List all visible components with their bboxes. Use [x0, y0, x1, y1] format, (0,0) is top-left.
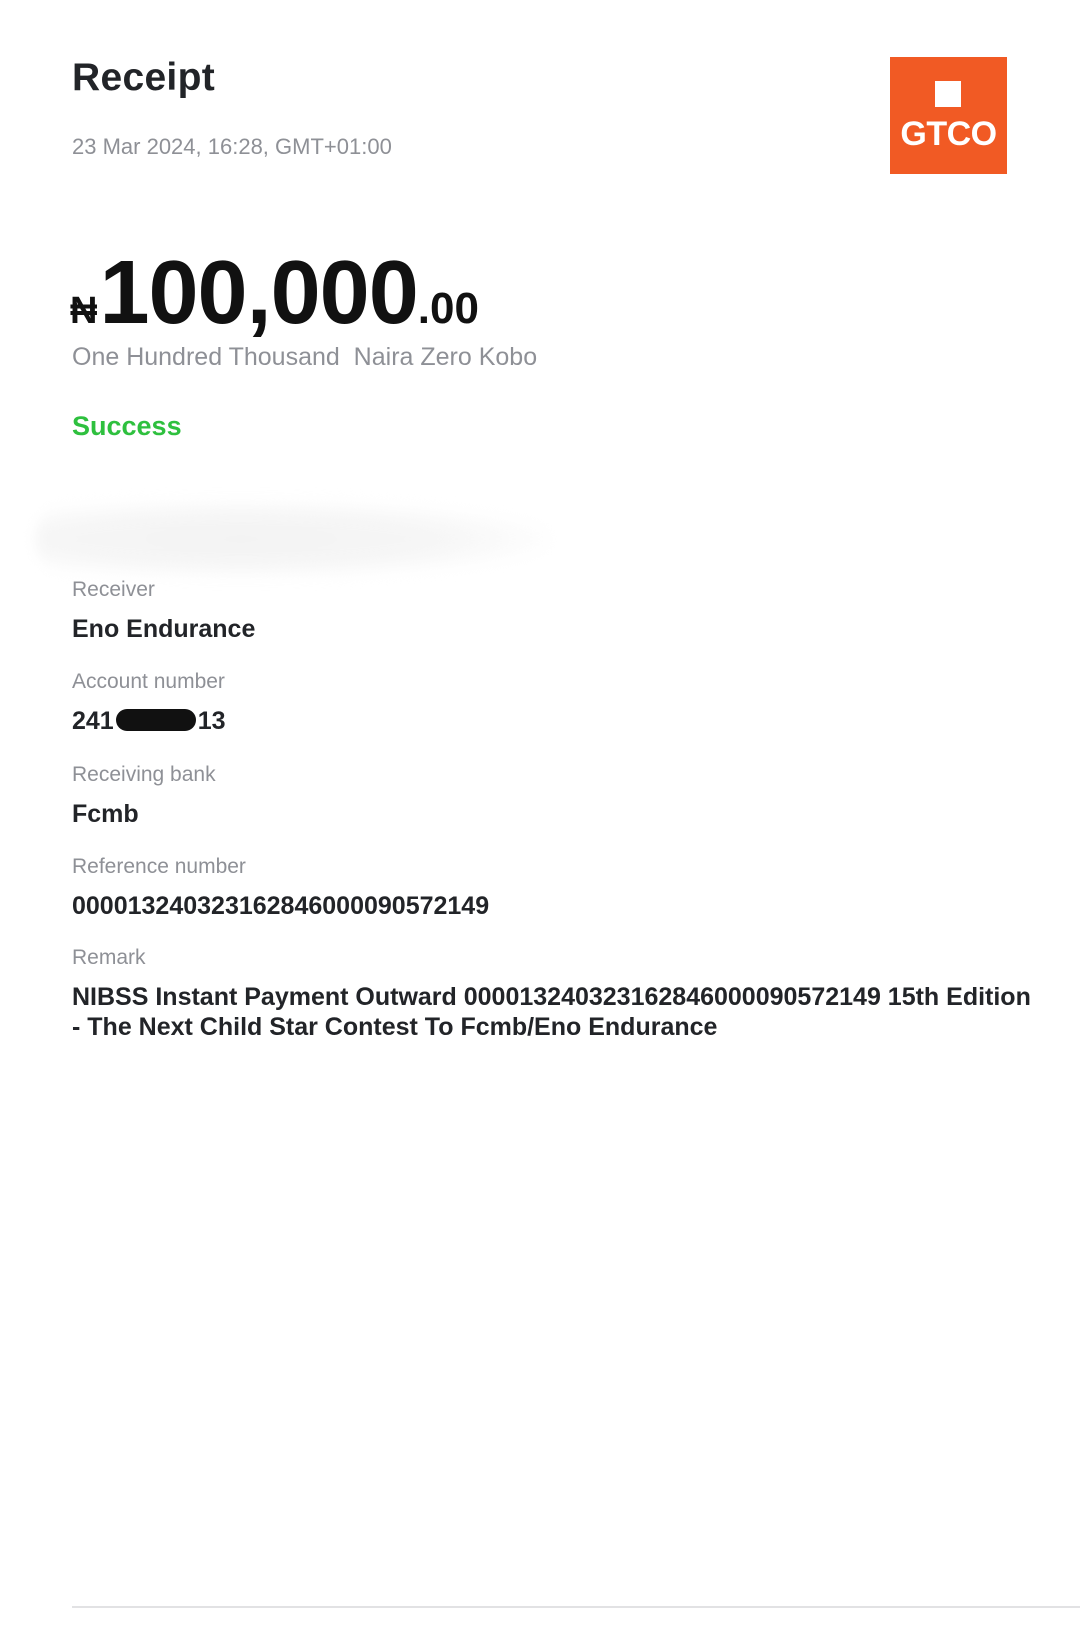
- account-number-suffix: 13: [197, 707, 226, 735]
- amount-in-words: One Hundred Thousand Naira Zero Kobo: [72, 343, 538, 371]
- receiver-value: Eno Endurance: [72, 615, 256, 643]
- receiving-bank-label: Receiving bank: [72, 763, 216, 786]
- reference-number-field: [72, 855, 1032, 921]
- transaction-amount: [70, 242, 479, 345]
- status-badge: Success: [72, 411, 182, 441]
- gtco-logo: [890, 57, 1007, 174]
- logo-square-icon: [935, 81, 961, 107]
- bottom-divider: [72, 1606, 1080, 1608]
- reference-number-label: Reference number: [72, 855, 246, 878]
- receiver-label: Receiver: [72, 578, 155, 601]
- naira-currency-icon: ₦: [70, 290, 98, 332]
- transaction-timestamp: 23 Mar 2024, 16:28, GMT+01:00: [72, 134, 392, 159]
- amount-fraction: .00: [417, 284, 479, 333]
- receiving-bank-field: [72, 763, 1032, 829]
- redaction-mark: [116, 709, 196, 731]
- account-number-field: [72, 670, 1032, 736]
- page-title: Receipt: [72, 56, 215, 99]
- remark-field: [72, 946, 1032, 1042]
- receiving-bank-value: Fcmb: [72, 800, 139, 828]
- account-number-prefix: 241: [72, 707, 114, 735]
- logo-text: GTCO: [900, 115, 997, 153]
- account-number-label: Account number: [72, 670, 225, 693]
- amount-whole: 100,000: [99, 243, 418, 343]
- account-number-value: [72, 706, 1032, 736]
- receiver-field: [72, 578, 1032, 644]
- reference-number-value: 000013240323162846000090572149: [72, 892, 490, 920]
- redacted-blur: [35, 500, 550, 578]
- remark-value: NIBSS Instant Payment Outward 000013240323162846000090572149 15th Edition - The Next Child Star Contest To Fcmb/Eno Endurance: [72, 983, 1031, 1041]
- remark-label: Remark: [72, 946, 146, 969]
